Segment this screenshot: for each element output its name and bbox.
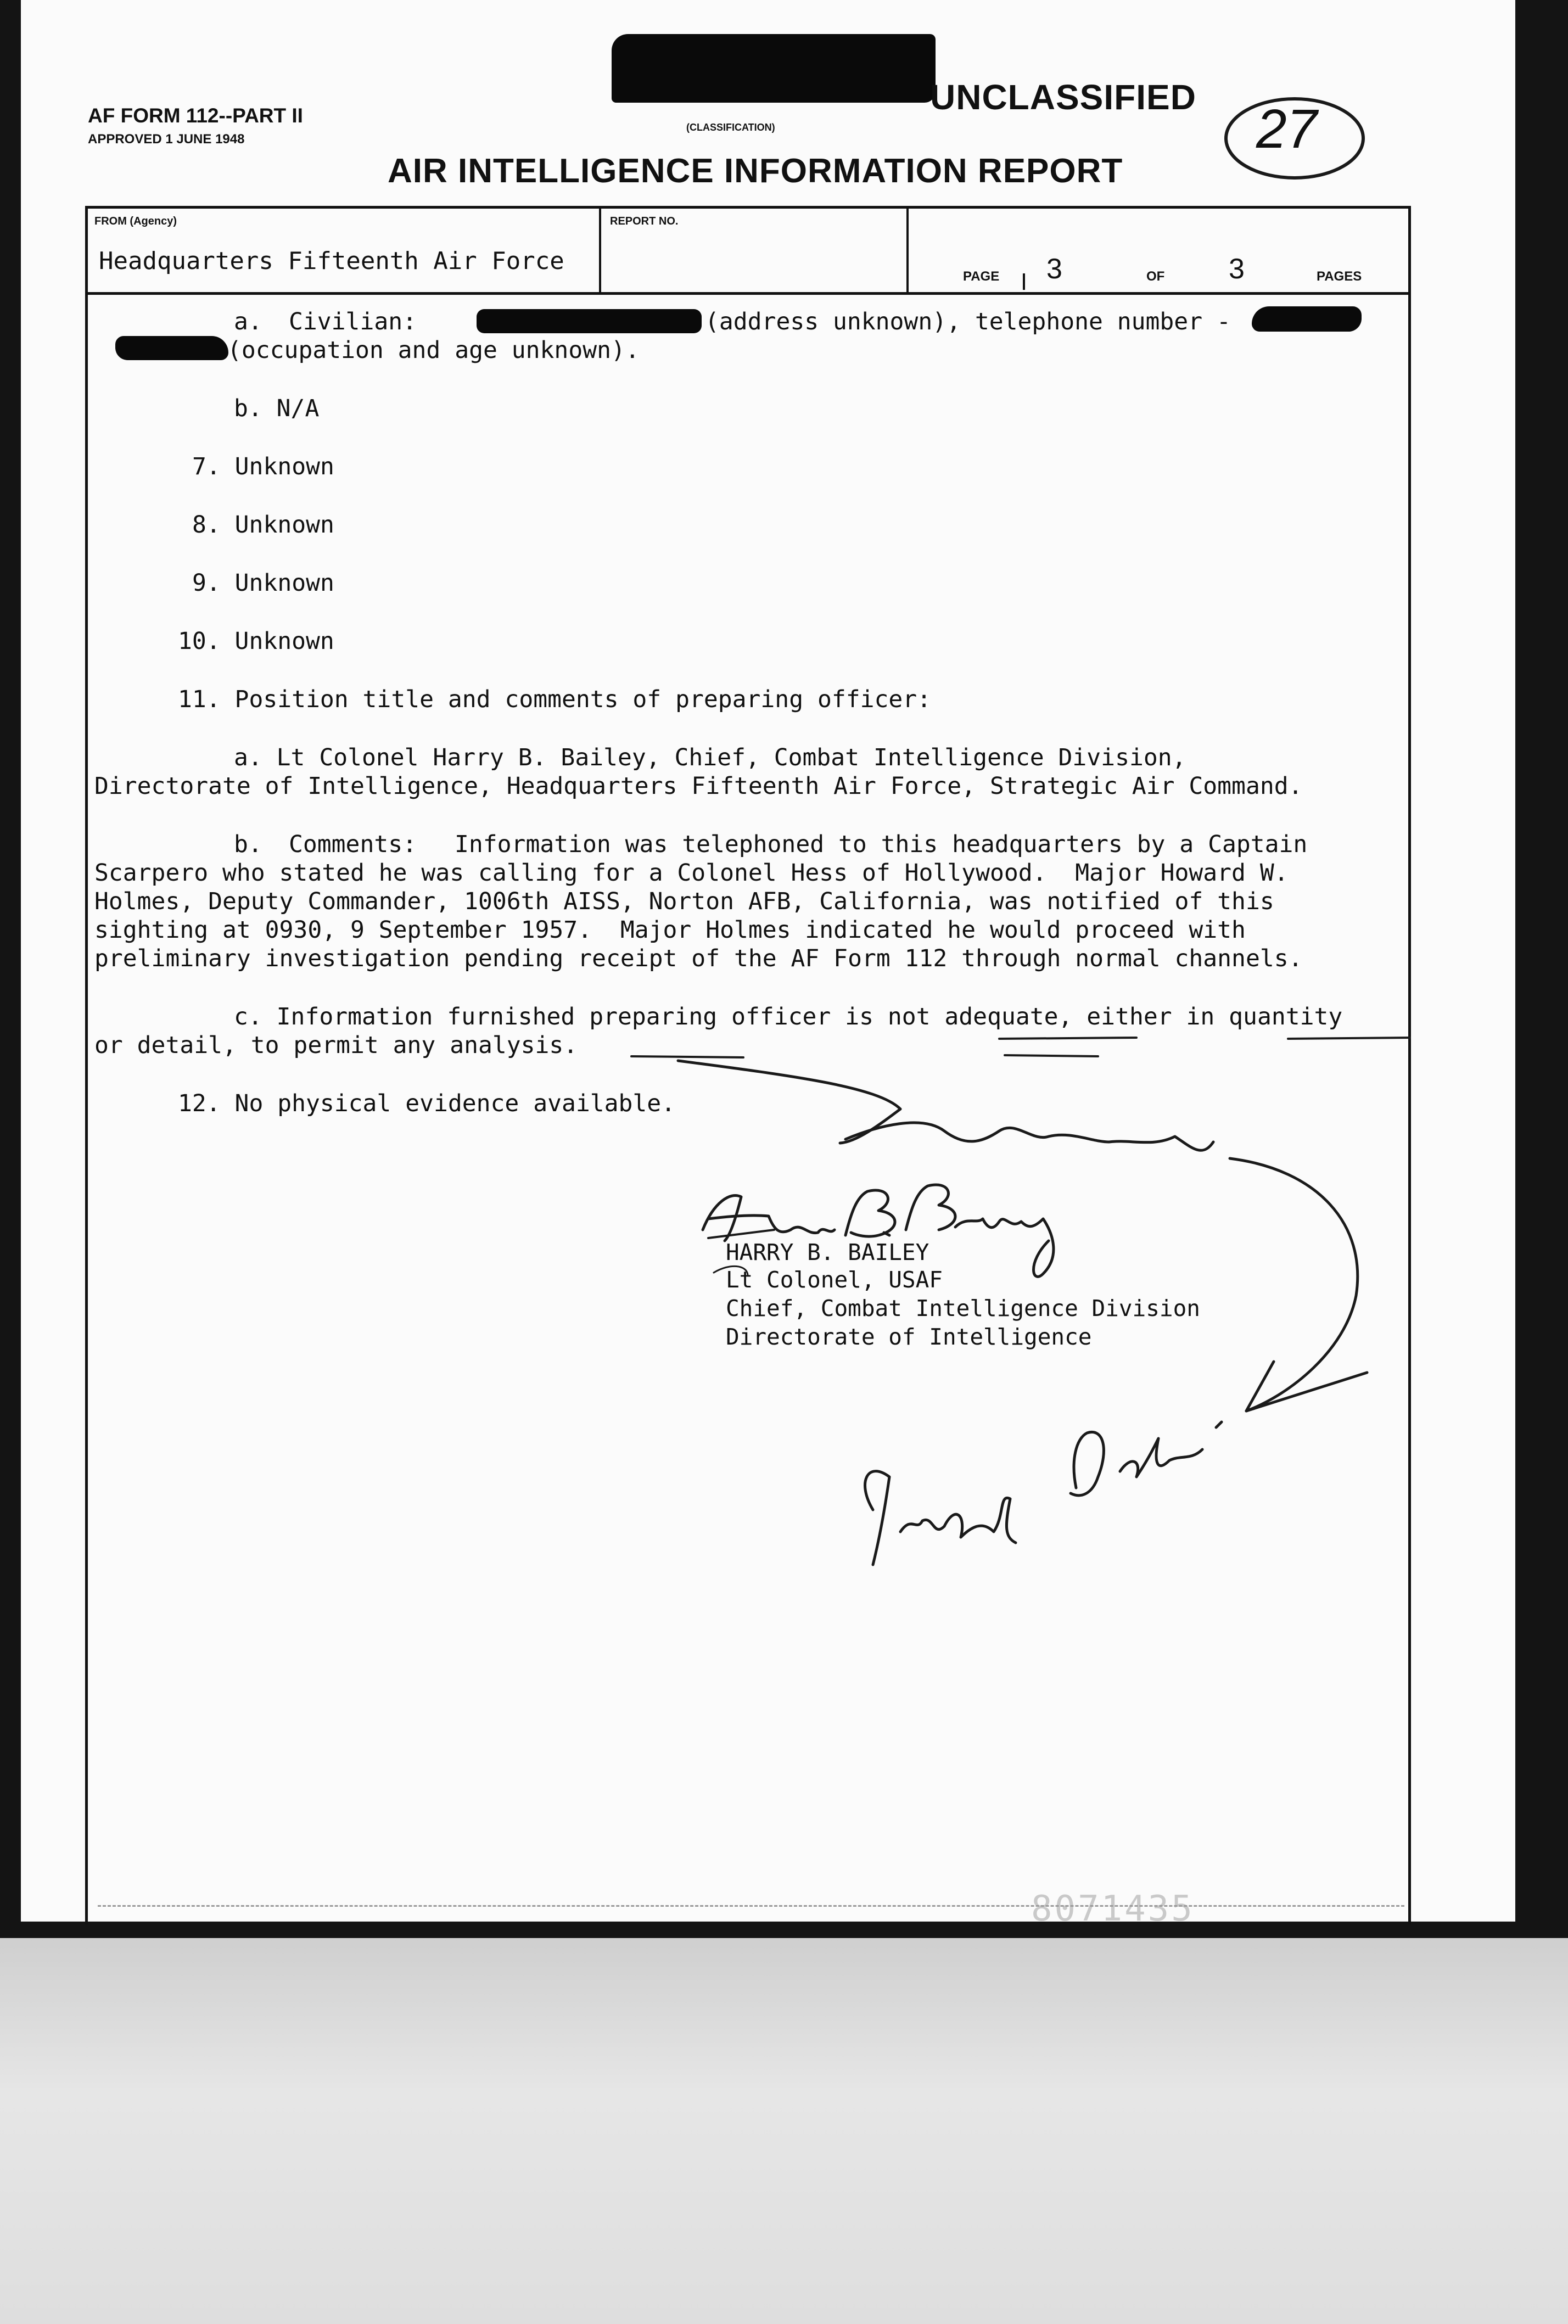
item-11b-line-5: preliminary investigation pending receipt of the AF Form 112 through normal channels. <box>94 945 1303 972</box>
item-11b-label: b. <box>234 831 262 858</box>
item-12: 12. No physical evidence available. <box>178 1090 676 1117</box>
page-label: PAGE <box>963 269 1000 284</box>
item-11a-line-1: a. Lt Colonel Harry B. Bailey, Chief, Combat Intelligence Division, <box>234 744 1186 771</box>
from-value: Headquarters Fifteenth Air Force <box>99 247 564 275</box>
report-no-label: REPORT NO. <box>610 215 679 227</box>
pages-label: PAGES <box>1317 269 1362 284</box>
scan-margin <box>0 1938 1568 2324</box>
signer-rank: Lt Colonel, USAF <box>726 1267 943 1293</box>
approved-date: APPROVED 1 JUNE 1948 <box>88 132 245 147</box>
page-number: 3 <box>1046 253 1062 285</box>
item-6a-label: a. <box>234 308 262 335</box>
of-label: OF <box>1146 269 1165 284</box>
item-6a-line-2: (occupation and age unknown). <box>227 337 640 364</box>
from-label: FROM (Agency) <box>94 215 177 227</box>
signer-name: HARRY B. BAILEY <box>726 1239 929 1265</box>
item-11a-line-2: Directorate of Intelligence, Headquarters Fifteenth Air Force, Strategic Air Command. <box>94 772 1303 800</box>
item-10: 10. Unknown <box>178 628 334 655</box>
item-11c-line-1: c. Information furnished preparing officer is not adequate, either in quantity <box>234 1003 1343 1031</box>
item-8: 8. Unknown <box>192 511 334 539</box>
item-6a-field: Civilian: <box>289 308 417 335</box>
document-number: 8071435 <box>1031 1889 1195 1929</box>
signer-office: Directorate of Intelligence <box>726 1324 1092 1350</box>
classification-caption: (CLASSIFICATION) <box>686 122 775 133</box>
item-11c-line-2: or detail, to permit any analysis. <box>94 1032 578 1059</box>
classification-stamp: UNCLASSIFIED <box>930 77 1196 117</box>
item-6b: b. N/A <box>234 395 320 422</box>
item-11: 11. Position title and comments of preparing officer: <box>178 686 932 713</box>
report-title: AIR INTELLIGENCE INFORMATION REPORT <box>388 152 1123 190</box>
total-pages: 3 <box>1229 253 1245 285</box>
form-id: AF FORM 112--PART II <box>88 104 303 127</box>
item-7: 7. Unknown <box>192 453 334 480</box>
item-11b-line-1: Information was telephoned to this headquarters by a Captain <box>455 831 1308 858</box>
item-6a-rest: (address unknown), telephone number - <box>705 308 1231 335</box>
item-9: 9. Unknown <box>192 569 334 597</box>
signer-title: Chief, Combat Intelligence Division <box>726 1295 1200 1321</box>
page-annotation: 27 <box>1256 98 1318 160</box>
item-11b-line-3: Holmes, Deputy Commander, 1006th AISS, Norton AFB, California, was notified of this <box>94 888 1274 915</box>
item-11b-line-2: Scarpero who stated he was calling for a Colonel Hess of Hollywood. Major Howard W. <box>94 859 1289 887</box>
item-11b-field: Comments: <box>289 831 417 858</box>
item-11b-line-4: sighting at 0930, 9 September 1957. Major Holmes indicated he would proceed with <box>94 916 1246 944</box>
